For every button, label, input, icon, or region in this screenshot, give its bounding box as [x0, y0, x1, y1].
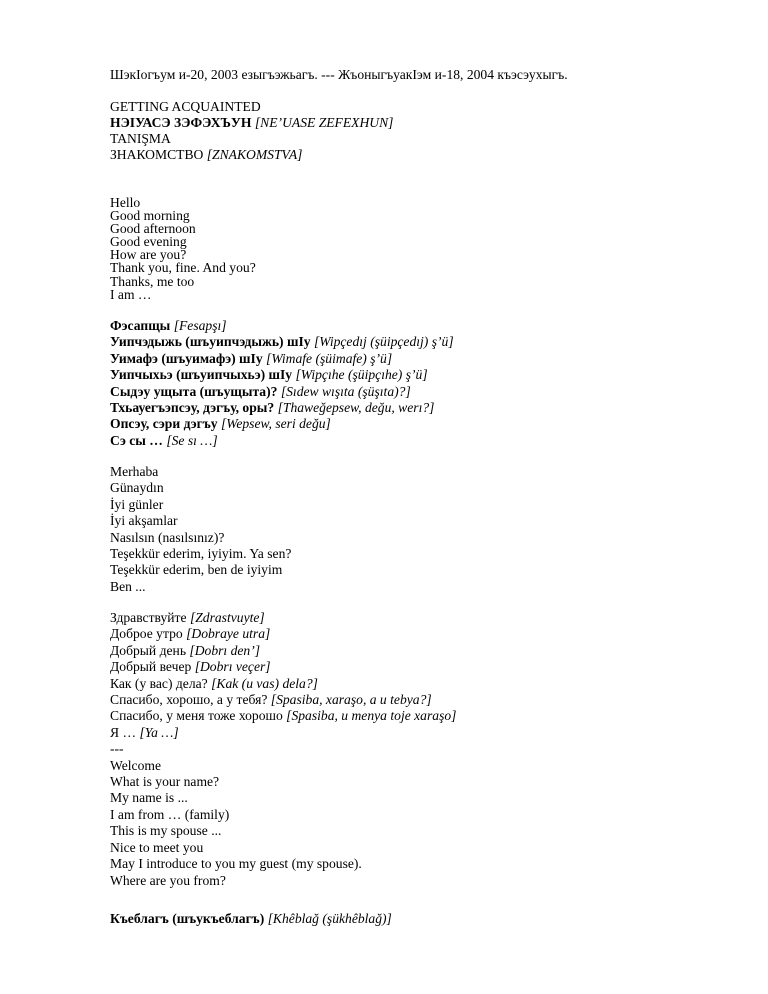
list-item: Hello [110, 195, 141, 210]
list-item: Тхьауегъэпсэу, дэгъу, оры? [Thaweğepsew, değu, werı?] [110, 400, 435, 416]
list-item: Спасибо, хорошо, а у тебя? [Spasiba, xaraşo, a u tebya?] [110, 692, 432, 708]
title-turkish: TANIŞMA [110, 130, 171, 146]
title-english: GETTING ACQUAINTED [110, 99, 261, 114]
list-item: What is your name? [110, 774, 220, 790]
list-item: Уимафэ (шъуимафэ) шIу [Wimafe (şüimafe) ş’ü] [110, 350, 393, 366]
list-item: Teşekkür ederim, iyiyim. Ya sen? [110, 546, 292, 562]
list-item: Good evening [110, 234, 187, 250]
english-greetings-list [110, 196, 748, 301]
list-item: Спасибо, у меня тоже хорошо [Spasiba, u menya toje xaraşo] [110, 708, 457, 724]
list-item: Фэсапщы [Fesapşı] [110, 318, 227, 333]
list-item: Welcome [110, 757, 161, 773]
list-item: I am … [110, 286, 152, 302]
list-item: Как (у вас) дела? [Kak (u vas) dela?] [110, 675, 318, 691]
title-russian: ЗНАКОМСТВО [ZNAKOMSTVA] [110, 146, 303, 162]
list-item: Thanks, me too [110, 273, 195, 289]
list-item: My name is ... [110, 790, 188, 806]
list-item: How are you? [110, 247, 187, 263]
list-item: Я … [Ya …] [110, 724, 179, 740]
list-item: Nasılsın (nasılsınız)? [110, 529, 225, 545]
list-item: Доброе утро [Dobraye utra] [110, 626, 271, 642]
list-item: İyi akşamlar [110, 513, 178, 529]
list-item: Уипчыхьэ (шъуипчыхьэ) шIу [Wipçıhe (şüipçıhe) ş’ü] [110, 367, 428, 383]
list-item: Сыдэу ущыта (шъущыта)? [Sıdew wışıta (şüşıta)?] [110, 383, 411, 399]
list-item: Teşekkür ederim, ben de iyiyim [110, 562, 283, 578]
list-item: Nice to meet you [110, 839, 204, 855]
list-item: I am from … (family) [110, 806, 230, 822]
list-item: Къеблагъ (шъукъеблагъ) [Khêblağ (şükhêblağ)] [110, 911, 392, 926]
list-item: Сэ сы … [Se sı …] [110, 432, 218, 448]
list-item: Good morning [110, 208, 190, 224]
turkish-greetings-list [110, 464, 748, 595]
list-item: Здравствуйте [Zdrastvuyte] [110, 610, 265, 625]
list-item: Günaydın [110, 480, 164, 496]
list-item: Merhaba [110, 464, 159, 479]
section-separator: --- [110, 741, 124, 757]
circassian-intro-list [110, 911, 748, 927]
circassian-greetings-list [110, 318, 748, 449]
list-item: Добрый день [Dobrı den’] [110, 642, 261, 658]
list-item: Where are you from? [110, 872, 226, 888]
list-item: Добрый вечер [Dobrı veçer] [110, 659, 271, 675]
document-header [110, 67, 748, 83]
russian-greetings-list [110, 610, 748, 889]
list-item: This is my spouse ... [110, 823, 222, 839]
list-item: May I introduce to you my guest (my spouse). [110, 856, 362, 872]
list-item: Good afternoon [110, 221, 196, 237]
list-item: Thank you, fine. And you? [110, 260, 256, 276]
list-item: Уипчэдыжь (шъуипчэдыжь) шIу [Wipçedıj (şüipçedıj) ş’ü] [110, 334, 454, 350]
list-item: Ben ... [110, 578, 146, 594]
list-item: İyi günler [110, 496, 164, 512]
title-circassian: НЭIУАСЭ ЗЭФЭХЪУН [NE’UASE ZEFEXHUN] [110, 114, 394, 130]
list-item: Опсэу, сэри дэгъу [Wepsew, seri değu] [110, 416, 331, 432]
title-block [110, 99, 748, 163]
header-dates: ШэкIогъум и-20, 2003 езыгъэжьагъ. --- ЖъоныгъуакIэм и-18, 2004 къэсэухыгъ. [110, 67, 568, 82]
